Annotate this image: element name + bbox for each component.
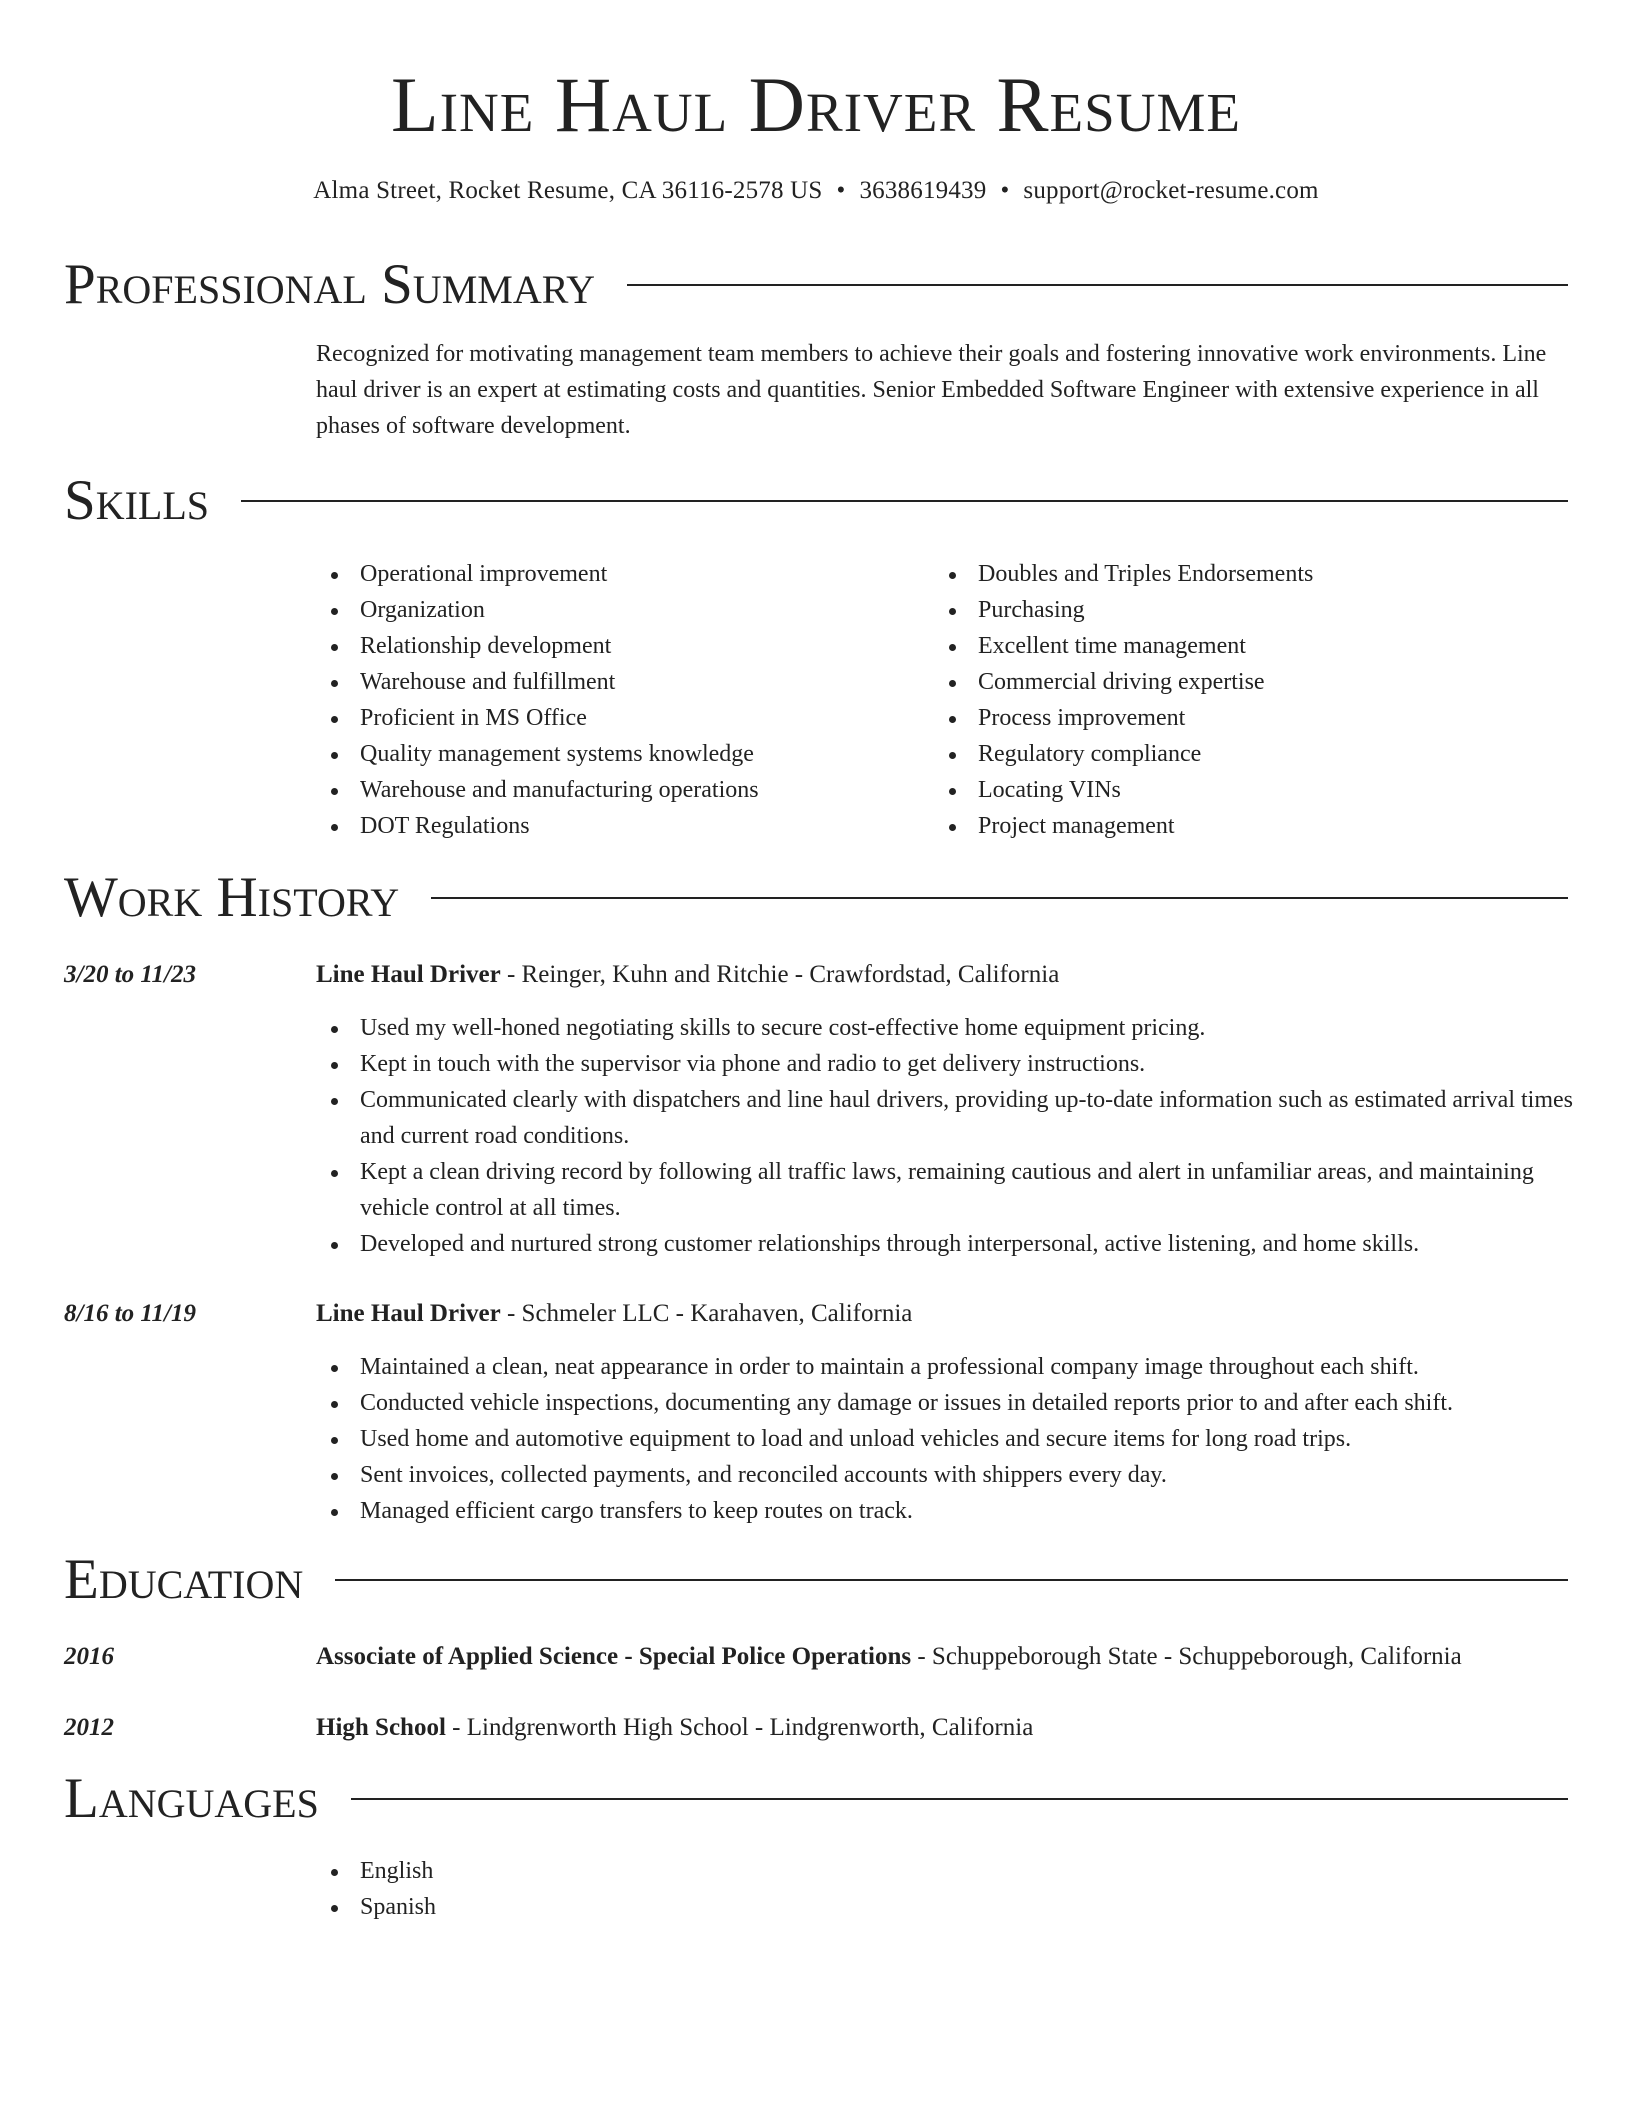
languages-list	[316, 1853, 1578, 1925]
language-item: English	[316, 1853, 1578, 1889]
summary-section-header	[64, 250, 1568, 320]
contact-separator: •	[1000, 177, 1010, 204]
languages-section-header	[64, 1764, 1568, 1834]
language-item: Spanish	[316, 1889, 1578, 1925]
skills-list-left	[316, 556, 926, 844]
summary-text: Recognized for motivating management team members to achieve their goals and fostering innovative work environments. Line haul driver is an expert at estimating costs and quantities. Senior Embedded Software Engineer with extensive experience in all phases of software development.	[316, 341, 1547, 439]
job-heading	[316, 1296, 1586, 1332]
contact-separator: •	[836, 177, 846, 204]
education-details: - Schuppeborough State - Schuppeborough, California	[911, 1643, 1462, 1670]
section-divider	[431, 897, 1568, 899]
skill-item: Warehouse and manufacturing operations	[316, 772, 926, 808]
job-bullet: Maintained a clean, neat appearance in order to maintain a professional company image throughout each shift.	[316, 1349, 1578, 1385]
contact-address: Alma Street, Rocket Resume, CA 36116-2578 US	[313, 177, 823, 204]
job-bullet: Used home and automotive equipment to load and unload vehicles and secure items for long road trips.	[316, 1421, 1578, 1457]
skill-item: Relationship development	[316, 628, 926, 664]
job-details: - Reinger, Kuhn and Ritchie - Crawfordstad, California	[500, 961, 1060, 988]
skill-item: Process improvement	[934, 700, 1574, 736]
education-details: - Lindgrenworth High School - Lindgrenworth, California	[445, 1714, 1034, 1741]
education-heading: Education	[64, 1548, 304, 1611]
section-divider	[627, 284, 1568, 286]
skills-list-right	[934, 556, 1574, 844]
job-bullet: Used my well-honed negotiating skills to secure cost-effective home equipment pricing.	[316, 1010, 1578, 1046]
skill-item: Proficient in MS Office	[316, 700, 926, 736]
skill-item: Regulatory compliance	[934, 736, 1574, 772]
education-entry	[316, 1710, 1586, 1746]
languages-heading: Languages	[64, 1767, 319, 1830]
skill-item: Locating VINs	[934, 772, 1574, 808]
section-divider	[351, 1798, 1568, 1800]
skill-item: DOT Regulations	[316, 808, 926, 844]
job-bullets	[316, 1010, 1578, 1262]
skill-item: Quality management systems knowledge	[316, 736, 926, 772]
job-bullet: Communicated clearly with dispatchers and line haul drivers, providing up-to-date information such as estimated arrival times and current road conditions.	[316, 1082, 1578, 1154]
work-section-header	[64, 863, 1568, 933]
contact-line	[0, 174, 1632, 208]
skills-heading: Skills	[64, 469, 210, 532]
job-bullets	[316, 1349, 1578, 1529]
job-bullet: Sent invoices, collected payments, and reconciled accounts with shippers every day.	[316, 1457, 1578, 1493]
page-title: Line Haul Driver Resume	[391, 61, 1241, 148]
contact-email: support@rocket-resume.com	[1023, 177, 1319, 204]
work-heading: Work History	[64, 866, 400, 929]
job-bullet: Developed and nurtured strong customer relationships through interpersonal, active listening, and home skills.	[316, 1226, 1578, 1262]
education-degree: High School	[316, 1714, 446, 1741]
job-dates: 8/16 to 11/19	[64, 1300, 196, 1327]
section-divider	[241, 500, 1568, 502]
job-details: - Schmeler LLC - Karahaven, California	[500, 1300, 913, 1327]
skill-item: Purchasing	[934, 592, 1574, 628]
skills-section-header	[64, 466, 1568, 536]
job-bullet: Kept a clean driving record by following all traffic laws, remaining cautious and alert in unfamiliar areas, and maintaining vehicle control at all times.	[316, 1154, 1578, 1226]
contact-phone: 3638619439	[859, 177, 987, 204]
job-dates: 3/20 to 11/23	[64, 961, 196, 988]
skill-item: Project management	[934, 808, 1574, 844]
section-divider	[335, 1579, 1568, 1581]
skill-item: Excellent time management	[934, 628, 1574, 664]
skill-item: Organization	[316, 592, 926, 628]
education-degree: Associate of Applied Science - Special Police Operations	[316, 1643, 912, 1670]
summary-heading: Professional Summary	[64, 253, 596, 316]
education-year: 2016	[64, 1643, 114, 1670]
job-title: Line Haul Driver	[316, 1300, 501, 1327]
skill-item: Warehouse and fulfillment	[316, 664, 926, 700]
job-bullet: Conducted vehicle inspections, documenting any damage or issues in detailed reports prior to and after each shift.	[316, 1385, 1578, 1421]
job-bullet: Managed efficient cargo transfers to keep routes on track.	[316, 1493, 1578, 1529]
skill-item: Doubles and Triples Endorsements	[934, 556, 1574, 592]
job-title: Line Haul Driver	[316, 961, 501, 988]
education-year: 2012	[64, 1714, 114, 1741]
education-entry	[316, 1639, 1586, 1675]
job-heading	[316, 957, 1586, 993]
skill-item: Commercial driving expertise	[934, 664, 1574, 700]
skill-item: Operational improvement	[316, 556, 926, 592]
job-bullet: Kept in touch with the supervisor via phone and radio to get delivery instructions.	[316, 1046, 1578, 1082]
education-section-header	[64, 1545, 1568, 1615]
